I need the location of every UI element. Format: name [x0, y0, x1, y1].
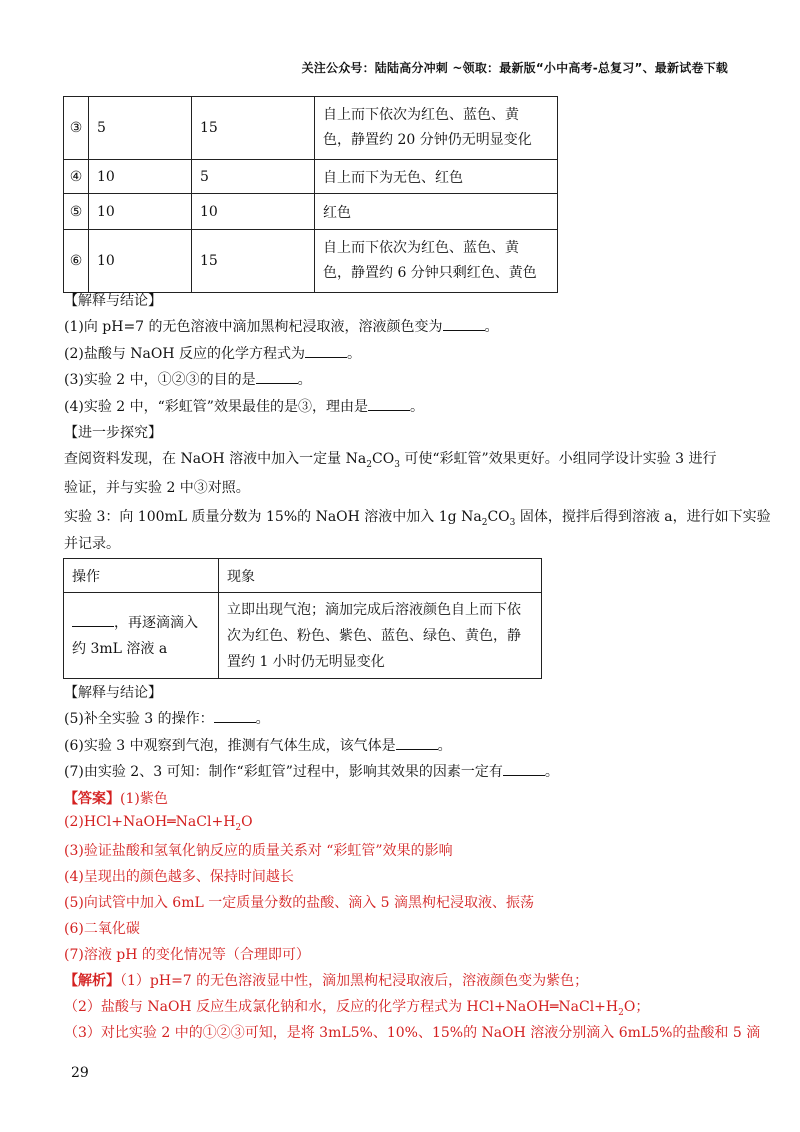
table-row: [64, 593, 542, 679]
paragraph: 实验 3：向 100mL 质量分数为 15%的 NaOH 溶液中加入 1g $Na_2CO_3$ 固体，搅拌后得到溶液 a，进行如下实验: [64, 509, 771, 528]
table-row: [64, 160, 558, 194]
question-5: (5)补全实验 3 的操作： 。: [64, 708, 270, 728]
chemical-formula: 1g $Na_2CO_3$: [438, 509, 516, 528]
page-header: 关注公众号：陆陆高分冲刺 ~领取：最新版“小中高考-总复习”、最新试卷下载: [301, 61, 728, 75]
answer-blank: [443, 316, 485, 331]
cell-operation: ，再逐滴滴入 约 3mL 溶液 a: [64, 593, 219, 679]
answer-7: (7)溶液 pH 的变化情况等（合理即可）: [64, 947, 310, 963]
answer-3: (3)验证盐酸和氢氧化钠反应的质量关系对 “彩虹管”效果的影响: [64, 843, 453, 859]
answer-6: (6)二氧化碳: [64, 921, 140, 937]
question-7: (7)由实验 2、3 可知：制作“彩虹管”过程中，影响其效果的因素一定有 。: [64, 761, 559, 781]
answer-blank: [503, 761, 545, 776]
column-header: 操作: [64, 559, 219, 593]
row-number: ⑥: [64, 230, 89, 293]
answer-blank: [368, 396, 410, 411]
cell-value: 15: [192, 97, 315, 160]
experiment-2-table: [63, 96, 558, 293]
section-heading: 【解释与结论】: [64, 293, 162, 309]
cell-value: 10: [192, 194, 315, 230]
analysis-3: （3）对比实验 2 中的①②③可知，是将 3mL5%、10%、15%的 NaOH 溶液分别滴入 6mL5%的盐酸和 5 滴: [64, 1025, 761, 1041]
row-number: ③: [64, 97, 89, 160]
answer-5: (5)向试管中加入 6mL 一定质量分数的盐酸、滴入 5 滴黑枸杞浸取液、振荡: [64, 895, 535, 911]
column-header: 现象: [219, 559, 542, 593]
answer-1: 【答案】(1)紫色: [64, 791, 168, 807]
paragraph: 并记录。: [64, 536, 120, 552]
chemical-formula: $Na_2CO_3$: [345, 451, 400, 470]
cell-value: 10: [89, 194, 192, 230]
answer-4: (4)呈现出的颜色越多、保持时间越长: [64, 869, 294, 885]
experiment-3-table: [63, 558, 542, 679]
row-number: ④: [64, 160, 89, 194]
table-row: [64, 97, 558, 160]
cell-value: 15: [192, 230, 315, 293]
cell-value: 5: [192, 160, 315, 194]
answer-blank: [305, 343, 347, 358]
answer-blank: [256, 369, 298, 384]
section-heading: 【解释与结论】: [64, 685, 162, 701]
table-row: [64, 194, 558, 230]
section-heading: 【进一步探究】: [64, 425, 162, 441]
answer-blank: [396, 735, 438, 750]
analysis-2: （2）盐酸与 NaOH 反应生成氯化钠和水，反应的化学方程式为 $HCl+NaOH═NaCl+H_2O$；: [64, 999, 650, 1018]
table-header-row: [64, 559, 542, 593]
question-2: (2)盐酸与 NaOH 反应的化学方程式为 。: [64, 343, 361, 363]
question-3: (3)实验 2 中，①②③的目的是 。: [64, 369, 312, 389]
answer-2: $(2)HCl+NaOH═NaCl+H_2O$: [64, 814, 253, 833]
page-number: 29: [71, 1065, 89, 1081]
question-4: (4)实验 2 中，“彩虹管”效果最佳的是③，理由是 。: [64, 396, 424, 416]
analysis-1: 【解析】（1）pH=7 的无色溶液显中性，滴加黑枸杞浸取液后，溶液颜色变为紫色；: [64, 973, 589, 989]
cell-phenomenon: 自上而下依次为红色、蓝色、黄 色，静置约 6 分钟只剩红色、黄色: [315, 230, 558, 293]
question-1: (1)向 pH=7 的无色溶液中滴加黑枸杞浸取液，溶液颜色变为 。: [64, 316, 499, 336]
cell-phenomenon: 自上而下依次为红色、蓝色、黄 色，静置约 20 分钟仍无明显变化: [315, 97, 558, 160]
cell-phenomenon: 立即出现气泡；滴加完成后溶液颜色自上而下依 次为红色、粉色、紫色、蓝色、绿色、黄色，静 置约 1 小时仍无明显变化: [219, 593, 542, 679]
cell-value: 5: [89, 97, 192, 160]
table-row: [64, 230, 558, 293]
cell-value: 10: [89, 230, 192, 293]
cell-value: 10: [89, 160, 192, 194]
answer-blank: [72, 612, 114, 627]
question-6: (6)实验 3 中观察到气泡，推测有气体生成，该气体是 。: [64, 735, 452, 755]
cell-phenomenon: 自上而下为无色、红色: [315, 160, 558, 194]
cell-phenomenon: 红色: [315, 194, 558, 230]
row-number: ⑤: [64, 194, 89, 230]
paragraph: 查阅资料发现，在 NaOH 溶液中加入一定量 $Na_2CO_3$ 可使“彩虹管”效果更好。小组同学设计实验 3 进行: [64, 451, 717, 470]
paragraph: 验证，并与实验 2 中③对照。: [64, 480, 250, 496]
answer-blank: [214, 708, 256, 723]
